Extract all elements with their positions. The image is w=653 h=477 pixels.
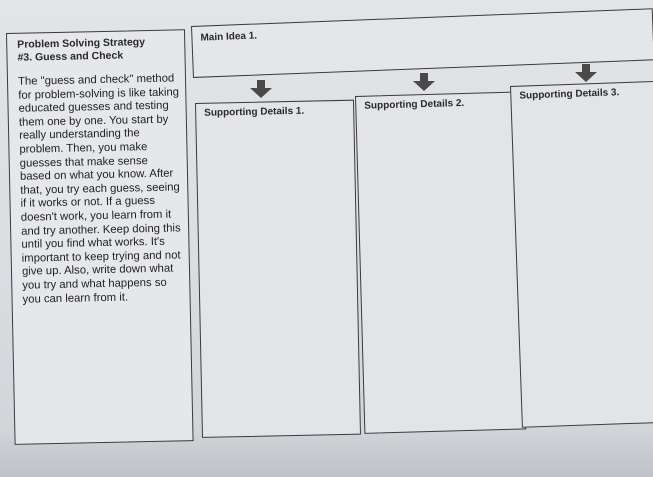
supporting-details-1-box[interactable]: [195, 100, 361, 438]
main-idea-label: Main Idea 1.: [200, 30, 258, 44]
strategy-title-line2: #3. Guess and Check: [17, 49, 124, 64]
supporting-details-1-label: Supporting Details 1.: [204, 105, 305, 119]
arrow-down-icon: [413, 73, 435, 91]
supporting-details-2-label: Supporting Details 2.: [364, 97, 465, 112]
strategy-title-line1: Problem Solving Strategy: [17, 36, 146, 51]
supporting-details-3-label: Supporting Details 3.: [519, 87, 620, 102]
strategy-description: The "guess and check" method for problem-solving is like taking educated guesses and testing them one by one. You start by really understanding the problem. Then, you make guesses that make sense based on what you know. After that, you try each guess, seeing if it works or not. If a guess doesn't work, you learn from it and try another. Keep doing this until you find what works. It's important to keep trying and not give up. Also, write down what you try and what happens so you can learn from it.: [17, 72, 181, 306]
arrow-down-icon: [575, 64, 597, 82]
strategy-title: [17, 35, 178, 64]
strategy-box: [6, 29, 194, 445]
supporting-details-3-box[interactable]: [510, 81, 653, 428]
arrow-down-icon: [250, 80, 272, 98]
supporting-details-2-box[interactable]: [355, 91, 526, 433]
